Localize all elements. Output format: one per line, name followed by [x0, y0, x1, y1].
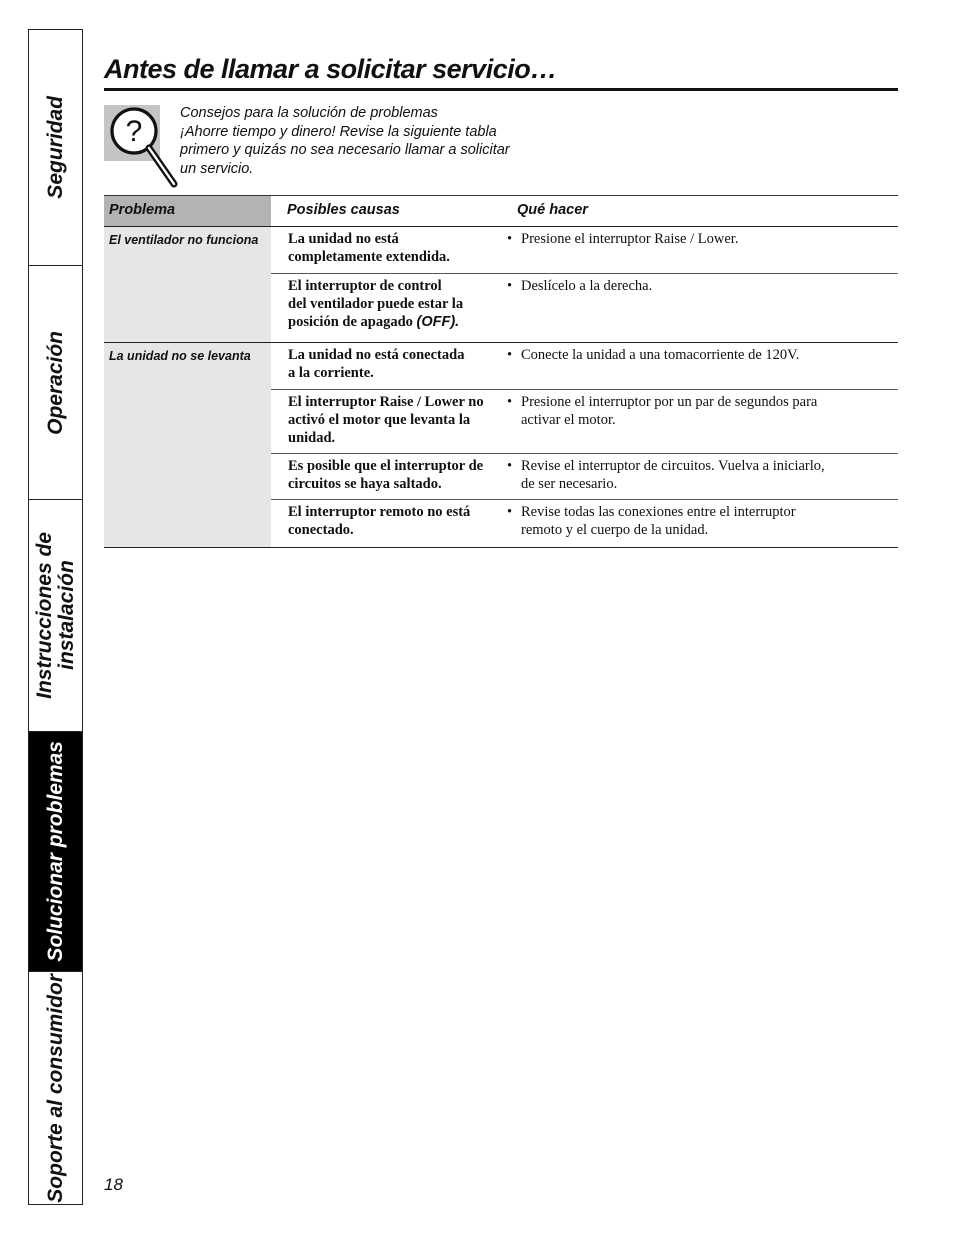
- bullet: •: [507, 278, 513, 294]
- tab-seguridad[interactable]: [29, 30, 82, 266]
- tab-label: Instrucciones de instalación: [32, 532, 78, 699]
- action-text: Deslícelo a la derecha.: [521, 278, 653, 294]
- table-row: [271, 227, 898, 274]
- cause-off-label: (OFF).: [416, 314, 460, 330]
- tip-line: un servicio.: [180, 160, 254, 177]
- bullet: •: [507, 394, 513, 410]
- tab-operacion[interactable]: [29, 266, 82, 500]
- bullet: •: [507, 231, 513, 247]
- cause-text: El interruptor de control del ventilador puede estar la posición de apagado: [288, 278, 464, 330]
- bullet: •: [507, 504, 513, 520]
- problem-cell: [104, 343, 271, 547]
- page-number: 18: [104, 1175, 123, 1194]
- svg-text:?: ?: [125, 115, 143, 148]
- cause-cell: [271, 274, 502, 342]
- cause-cell: [271, 343, 502, 389]
- cause-cell: [271, 454, 502, 499]
- cause-cell: [271, 390, 502, 453]
- action-cell: [502, 227, 898, 273]
- tab-soporte-consumidor[interactable]: [29, 972, 82, 1204]
- cause-cell: [271, 500, 502, 547]
- tip-line: ¡Ahorre tiempo y dinero! Revise la siguiente tabla: [180, 123, 497, 140]
- bullet: •: [507, 458, 513, 474]
- header-problem: Problema: [109, 202, 176, 218]
- action-cell: [502, 343, 898, 389]
- action-cell: [502, 274, 898, 342]
- table-header: [104, 196, 898, 227]
- cause-text: El interruptor remoto no está conectado.: [288, 504, 471, 538]
- problem-label: El ventilador no funciona: [109, 233, 259, 247]
- tab-label: Operación: [43, 330, 67, 435]
- bullet: •: [507, 347, 513, 363]
- cause-cell: [271, 227, 502, 273]
- tab-label: Solucionar problemas: [43, 741, 67, 962]
- action-text: Conecte la unidad a una tomacorriente de 120V.: [521, 347, 800, 363]
- action-text: Revise el interruptor de circuitos. Vuelva a iniciarlo, de ser necesario.: [521, 458, 825, 492]
- question-mark-magnifier-icon: [104, 104, 186, 190]
- cause-text: El interruptor Raise / Lower no activó el motor que levanta la unidad.: [288, 394, 484, 446]
- action-cell: [502, 390, 898, 453]
- page-title: Antes de llamar a solicitar servicio…: [104, 52, 898, 91]
- action-text: Presione el interruptor por un par de segundos para activar el motor.: [521, 394, 818, 428]
- section-tab-bar: [28, 29, 83, 1205]
- action-cell: [502, 454, 898, 499]
- table-row: [271, 343, 898, 390]
- tip-line: Consejos para la solución de problemas: [180, 105, 438, 121]
- problem-group: [104, 343, 898, 548]
- tab-label: Seguridad: [43, 96, 67, 199]
- problem-group: [104, 227, 898, 343]
- tab-solucionar-problemas[interactable]: [29, 732, 82, 972]
- action-cell: [502, 500, 898, 547]
- header-action: Qué hacer: [517, 202, 588, 218]
- troubleshooting-tip: [180, 104, 540, 178]
- table-row: [271, 274, 898, 342]
- cause-text: La unidad no está completamente extendida.: [288, 231, 450, 265]
- cause-text: La unidad no está conectada a la corriente.: [288, 347, 465, 381]
- action-text: Revise todas las conexiones entre el interruptor remoto y el cuerpo de la unidad.: [521, 504, 796, 538]
- table-row: [271, 500, 898, 547]
- problem-label: La unidad no se levanta: [109, 349, 251, 363]
- tip-line: primero y quizás no sea necesario llamar a solicitar: [180, 142, 510, 158]
- action-text: Presione el interruptor Raise / Lower.: [521, 231, 739, 247]
- table-row: [271, 390, 898, 454]
- header-causes: Posibles causas: [287, 202, 400, 218]
- tab-instrucciones-instalacion[interactable]: [29, 500, 82, 732]
- tab-label: Soporte al consumidor: [43, 973, 67, 1203]
- troubleshooting-table: [104, 195, 898, 548]
- table-row: [271, 454, 898, 500]
- cause-text: Es posible que el interruptor de circuitos se haya saltado.: [288, 458, 484, 492]
